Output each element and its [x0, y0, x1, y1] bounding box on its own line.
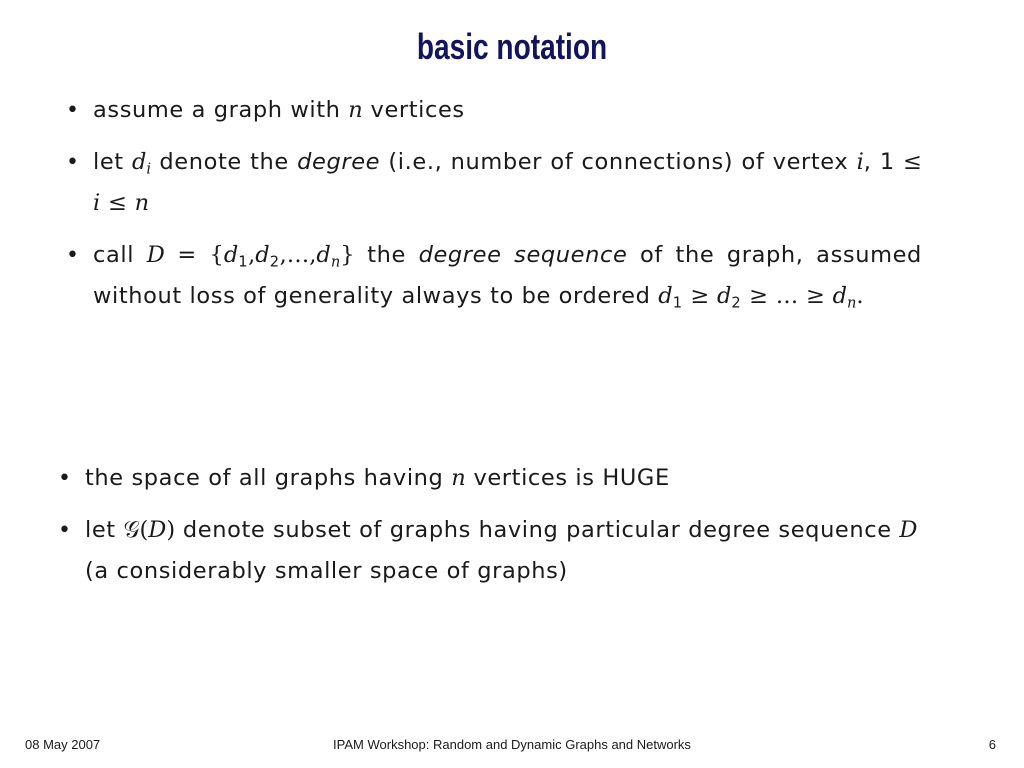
bullet-item-huge-space [58, 458, 928, 499]
math-sub-1: 1 [238, 253, 249, 271]
bullet-marker: • [58, 518, 72, 543]
text: of the graph, assumed without loss of generality always to be ordered [93, 242, 922, 309]
text: let [93, 149, 124, 175]
math-sub-2: 2 [731, 294, 742, 312]
emphasis-degree-sequence: degree sequence [418, 242, 628, 268]
math-D: D [899, 517, 918, 543]
math-d: d [255, 242, 270, 268]
bullet-item-degree [66, 142, 922, 224]
math-ellipsis: … [775, 283, 799, 309]
math-comma: , [279, 242, 287, 268]
bullet-item-graph-vertices [66, 90, 922, 131]
emphasis-degree: degree [297, 149, 381, 175]
text: denote the [159, 149, 289, 175]
math-sub-n: n [330, 253, 341, 271]
math-i: i [93, 190, 101, 216]
math-ellipsis: … [286, 242, 310, 268]
bullet-group-notation [66, 90, 922, 317]
math-sub-n: n [846, 294, 857, 312]
text: (i.e., number of connections) of vertex [388, 149, 849, 175]
footer-page-number: 6 [988, 737, 996, 752]
footer-event: IPAM Workshop: Random and Dynamic Graphs and Networks [333, 737, 691, 752]
math-sub-2: 2 [269, 253, 280, 271]
math-sub-i: i [146, 160, 152, 178]
math-period: . [856, 283, 864, 309]
math-leq: ≤ [903, 149, 922, 175]
math-d: d [658, 283, 673, 309]
text: vertices [370, 97, 465, 123]
math-rparen: ) [166, 517, 176, 543]
text: (a considerably smaller space of graphs) [85, 558, 568, 584]
math-script-g: 𝒢 [123, 517, 140, 543]
math-n: n [348, 97, 363, 123]
bullet-marker: • [66, 150, 80, 175]
math-d: d [832, 283, 847, 309]
math-d: d [716, 283, 732, 309]
text: denote subset of graphs having particular degree sequence [182, 517, 892, 543]
text: call [93, 242, 135, 268]
math-lparen: ( [139, 517, 149, 543]
math-geq: ≥ [749, 283, 768, 309]
math-D: D [146, 242, 165, 268]
math-comma: , [309, 242, 317, 268]
slide-title: basic notation [416, 26, 608, 67]
text: let [85, 517, 116, 543]
text: vertices is HUGE [473, 465, 670, 491]
bullet-item-degree-sequence [66, 235, 922, 317]
math-n: n [134, 190, 150, 216]
bullet-marker: • [66, 98, 80, 123]
math-d: d [223, 242, 239, 268]
footer-date: 08 May 2007 [25, 737, 101, 752]
bullet-marker: • [66, 243, 80, 268]
math-geq: ≥ [690, 283, 710, 309]
math-d: d [316, 242, 331, 268]
math-i: i [856, 149, 864, 175]
math-sub-1: 1 [672, 294, 683, 312]
math-lbrace: { [209, 242, 224, 268]
text: , [863, 149, 872, 175]
math-n: n [451, 465, 466, 491]
bullet-group-graph-space [58, 458, 928, 592]
math-rbrace: } [340, 242, 355, 268]
text: assume a graph with [93, 97, 341, 123]
bullet-item-g-of-d [58, 510, 928, 592]
text: the space of all graphs having [85, 465, 444, 491]
bullet-marker: • [58, 466, 72, 491]
math-leq: ≤ [107, 190, 127, 216]
math-equals: = [177, 242, 197, 268]
math-d: d [132, 149, 147, 175]
math-D: D [148, 517, 167, 543]
text: the [367, 242, 406, 268]
math-geq: ≥ [805, 283, 825, 309]
math-comma: , [248, 242, 256, 268]
math-one: 1 [879, 149, 895, 175]
